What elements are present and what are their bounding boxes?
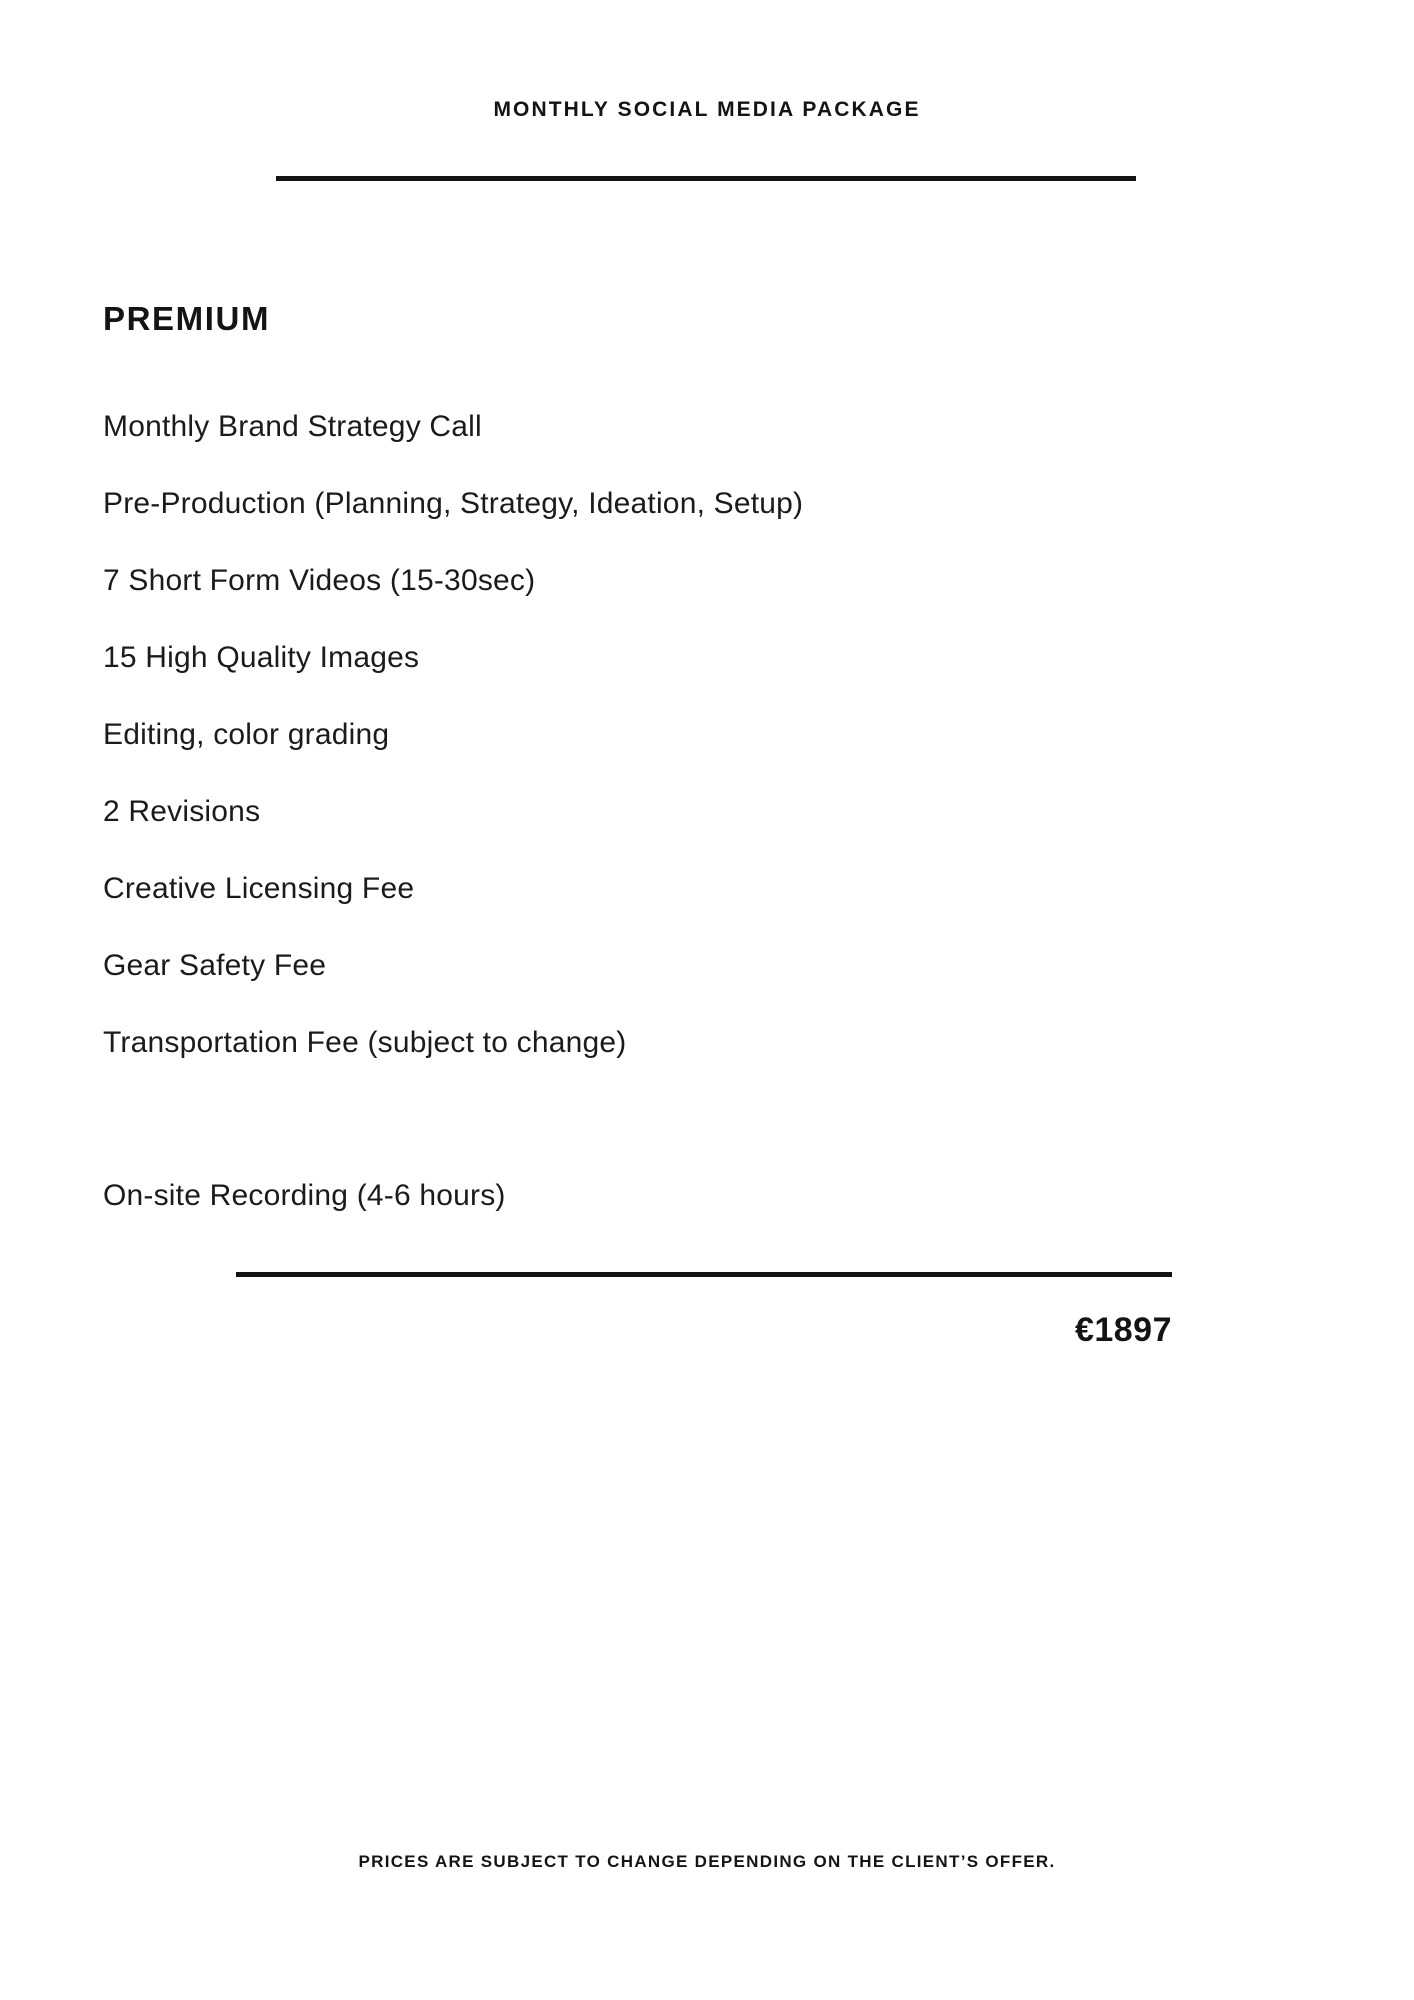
list-item: 2 Revisions [103, 795, 261, 828]
list-item: Creative Licensing Fee [103, 872, 415, 905]
footer-disclaimer: PRICES ARE SUBJECT TO CHANGE DEPENDING ON THE CLIENT’S OFFER. [358, 1852, 1056, 1871]
package-price: €1897 [1074, 1311, 1172, 1349]
price-divider [236, 1272, 1172, 1277]
header-divider [276, 176, 1136, 181]
list-item-onsite-recording: On-site Recording (4-6 hours) [103, 1179, 506, 1212]
list-item: 15 High Quality Images [103, 641, 420, 674]
list-item: Monthly Brand Strategy Call [103, 410, 482, 443]
package-tier-name: PREMIUM [103, 300, 271, 337]
list-item: Transportation Fee (subject to change) [103, 1026, 627, 1059]
list-item: Editing, color grading [103, 718, 390, 751]
document-title: MONTHLY SOCIAL MEDIA PACKAGE [493, 98, 921, 121]
feature-list [103, 388, 1203, 1234]
list-item: Pre-Production (Planning, Strategy, Ideation, Setup) [103, 487, 804, 520]
list-item: Gear Safety Fee [103, 949, 327, 982]
list-item: 7 Short Form Videos (15-30sec) [103, 564, 536, 597]
